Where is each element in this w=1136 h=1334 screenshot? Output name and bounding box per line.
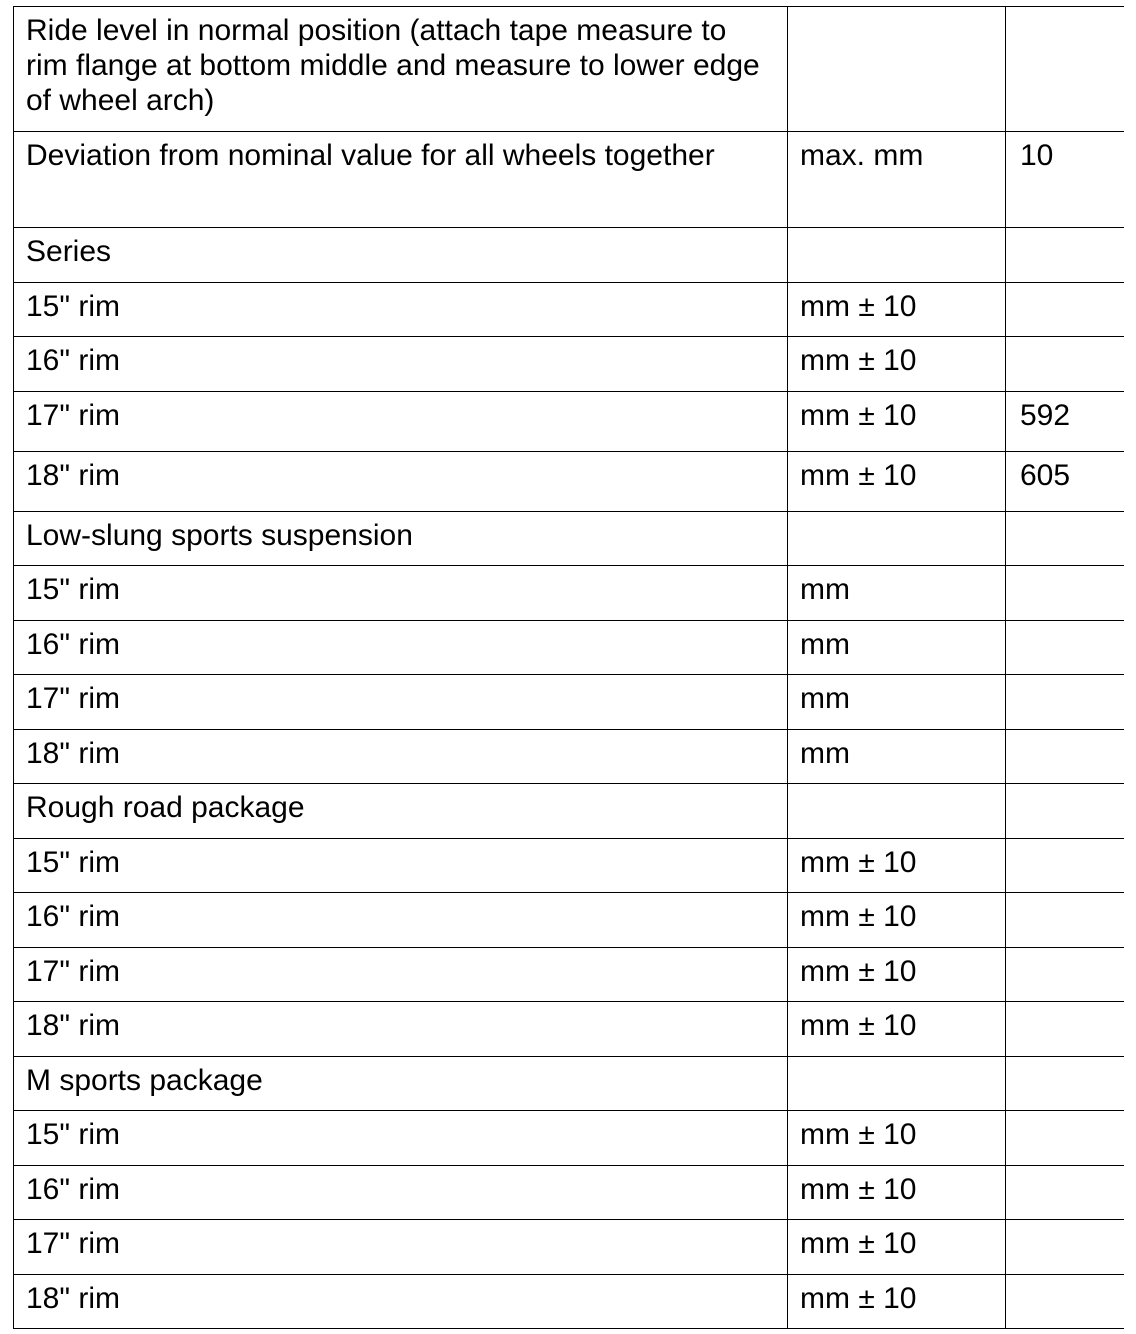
spec-value-cell <box>1006 893 1124 948</box>
spec-row <box>14 947 1124 1002</box>
spec-value-cell <box>1006 947 1124 1002</box>
spec-value-cell <box>1006 1165 1124 1220</box>
spec-row <box>14 784 1124 839</box>
spec-unit-cell: mm <box>788 566 1006 621</box>
spec-label-cell: 16" rim <box>14 1165 788 1220</box>
ride-level-spec-table <box>13 6 1124 1329</box>
spec-value-cell <box>1006 337 1124 392</box>
spec-row <box>14 893 1124 948</box>
spec-row <box>14 675 1124 730</box>
spec-label-cell: Ride level in normal position (attach tape measure to rim flange at bottom middle and measure to lower edge of wheel arch) <box>14 7 788 132</box>
spec-label-cell: 18" rim <box>14 451 788 511</box>
spec-row <box>14 838 1124 893</box>
spec-unit-cell <box>788 511 1006 566</box>
spec-label-cell: Rough road package <box>14 784 788 839</box>
spec-unit-cell: mm ± 10 <box>788 838 1006 893</box>
spec-row <box>14 1165 1124 1220</box>
spec-row <box>14 1002 1124 1057</box>
spec-label-cell: 15" rim <box>14 1111 788 1166</box>
spec-value-cell <box>1006 1274 1124 1329</box>
spec-unit-cell: mm <box>788 729 1006 784</box>
spec-label-cell: 17" rim <box>14 675 788 730</box>
spec-label-cell: 18" rim <box>14 729 788 784</box>
spec-row <box>14 1111 1124 1166</box>
spec-value-cell <box>1006 282 1124 337</box>
spec-label-cell: 17" rim <box>14 391 788 451</box>
spec-row <box>14 1056 1124 1111</box>
spec-label-cell: 17" rim <box>14 947 788 1002</box>
spec-value-cell <box>1006 7 1124 132</box>
spec-unit-cell: mm ± 10 <box>788 1274 1006 1329</box>
spec-value-cell <box>1006 566 1124 621</box>
spec-label-cell: 15" rim <box>14 838 788 893</box>
spec-value-cell: 605 <box>1006 451 1124 511</box>
spec-value-cell <box>1006 675 1124 730</box>
spec-value-cell <box>1006 784 1124 839</box>
spec-unit-cell: max. mm <box>788 132 1006 228</box>
spec-unit-cell <box>788 1056 1006 1111</box>
spec-label-cell: M sports package <box>14 1056 788 1111</box>
spec-unit-cell: mm ± 10 <box>788 337 1006 392</box>
spec-value-cell <box>1006 620 1124 675</box>
spec-unit-cell <box>788 228 1006 283</box>
spec-label-cell: 15" rim <box>14 282 788 337</box>
spec-unit-cell: mm ± 10 <box>788 1111 1006 1166</box>
spec-value-cell: 592 <box>1006 391 1124 451</box>
spec-unit-cell: mm <box>788 620 1006 675</box>
spec-value-cell: 10 <box>1006 132 1124 228</box>
spec-unit-cell: mm ± 10 <box>788 391 1006 451</box>
spec-unit-cell <box>788 7 1006 132</box>
spec-row <box>14 620 1124 675</box>
spec-row <box>14 566 1124 621</box>
spec-unit-cell: mm ± 10 <box>788 893 1006 948</box>
spec-value-cell <box>1006 1056 1124 1111</box>
spec-row <box>14 1220 1124 1275</box>
spec-value-cell <box>1006 511 1124 566</box>
spec-unit-cell: mm ± 10 <box>788 451 1006 511</box>
spec-row <box>14 729 1124 784</box>
spec-value-cell <box>1006 1002 1124 1057</box>
spec-value-cell <box>1006 838 1124 893</box>
spec-label-cell: 17" rim <box>14 1220 788 1275</box>
spec-label-cell: 16" rim <box>14 893 788 948</box>
spec-value-cell <box>1006 729 1124 784</box>
spec-label-cell: 16" rim <box>14 620 788 675</box>
spec-row <box>14 451 1124 511</box>
spec-unit-cell: mm ± 10 <box>788 282 1006 337</box>
spec-table-body <box>14 7 1124 1329</box>
spec-row <box>14 228 1124 283</box>
spec-unit-cell: mm ± 10 <box>788 1220 1006 1275</box>
spec-row <box>14 511 1124 566</box>
spec-row <box>14 282 1124 337</box>
spec-value-cell <box>1006 1220 1124 1275</box>
spec-unit-cell <box>788 784 1006 839</box>
spec-row <box>14 7 1124 132</box>
spec-value-cell <box>1006 1111 1124 1166</box>
spec-unit-cell: mm ± 10 <box>788 1002 1006 1057</box>
spec-label-cell: Deviation from nominal value for all wheels together <box>14 132 788 228</box>
spec-row <box>14 391 1124 451</box>
spec-row <box>14 1274 1124 1329</box>
spec-value-cell <box>1006 228 1124 283</box>
spec-row <box>14 132 1124 228</box>
spec-unit-cell: mm ± 10 <box>788 1165 1006 1220</box>
spec-unit-cell: mm <box>788 675 1006 730</box>
spec-label-cell: Series <box>14 228 788 283</box>
spec-row <box>14 337 1124 392</box>
spec-label-cell: 15" rim <box>14 566 788 621</box>
spec-label-cell: 16" rim <box>14 337 788 392</box>
spec-label-cell: 18" rim <box>14 1002 788 1057</box>
spec-unit-cell: mm ± 10 <box>788 947 1006 1002</box>
spec-label-cell: 18" rim <box>14 1274 788 1329</box>
spec-label-cell: Low-slung sports suspension <box>14 511 788 566</box>
